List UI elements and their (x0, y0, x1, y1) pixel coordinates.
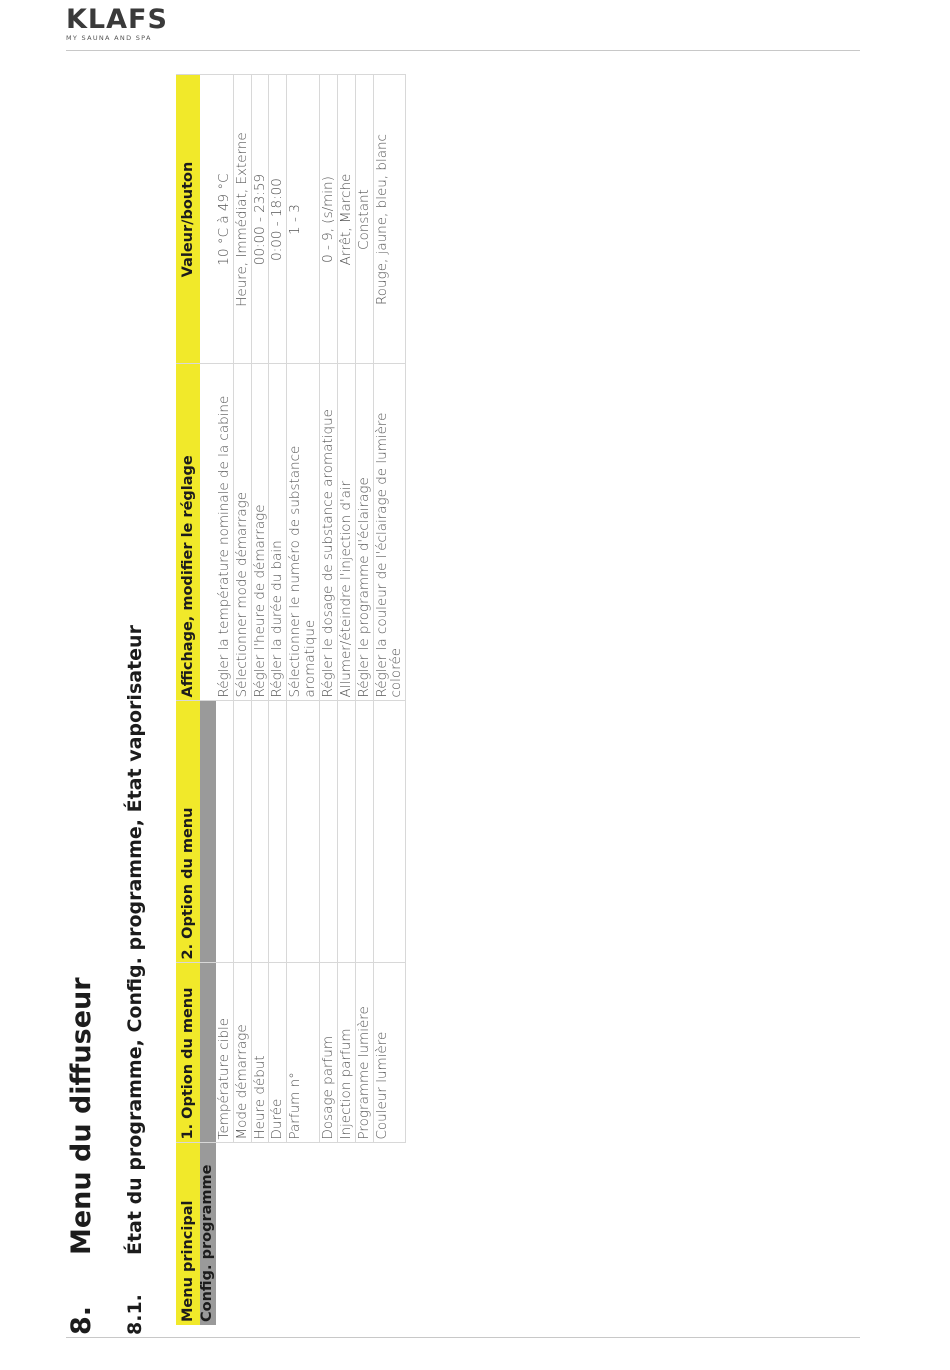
value-text: Arrêt, Marche (337, 75, 355, 364)
display-text: Régler l'heure de démarrage (251, 364, 269, 701)
menu-option-1: Durée (269, 963, 287, 1143)
display-text: Allumer/éteindre l'injection d'air (337, 364, 355, 701)
header-value: Valeur/bouton (176, 75, 200, 364)
value-text: 1 - 3 (287, 75, 320, 364)
header-option-2: 2. Option du menu (176, 701, 200, 963)
logo-tagline: MY SAUNA AND SPA (66, 34, 152, 42)
table-header-row (176, 75, 200, 1325)
display-text: Sélectionner le numéro de substance aromatique (287, 364, 320, 701)
value-text: 00:00 - 23:59 (251, 75, 269, 364)
header-display: Affichage, modifier le réglage (176, 364, 200, 701)
display-text: Régler la couleur de l'éclairage de lumière colorée (373, 364, 406, 701)
section-title: État du programme, Config. programme, État vaporisateur (124, 625, 146, 1255)
table-row (287, 75, 320, 1325)
rotated-page-content (66, 75, 546, 1335)
logo-wordmark: KLAFS (66, 4, 168, 35)
display-text: Sélectionner mode démarrage (233, 364, 251, 701)
group-row-config-programme (200, 75, 216, 1325)
menu-option-1: Parfum n° (287, 963, 320, 1143)
menu-option-1: Couleur lumière (373, 963, 406, 1143)
chapter-number: 8. (66, 1305, 97, 1335)
group-label: Config. programme (200, 1143, 216, 1325)
value-text: 10 °C à 49 °C (216, 75, 233, 364)
value-text: 0:00 - 18:00 (269, 75, 287, 364)
chapter-title: Menu du diffuseur (66, 977, 97, 1255)
table-row (337, 75, 355, 1325)
table-row (233, 75, 251, 1325)
menu-option-1: Injection parfum (337, 963, 355, 1143)
footer-divider (66, 1337, 860, 1338)
menu-option-1: Mode démarrage (233, 963, 251, 1143)
menu-option-1: Programme lumière (355, 963, 373, 1143)
section-number: 8.1. (124, 1294, 146, 1335)
value-text: Rouge, jaune, bleu, blanc (373, 75, 406, 364)
value-text: 0 - 9, (s/min) (320, 75, 338, 364)
table-row (216, 75, 233, 1325)
menu-option-1: Heure début (251, 963, 269, 1143)
display-text: Régler la température nominale de la cabine (216, 364, 233, 701)
header-option-1: 1. Option du menu (176, 963, 200, 1143)
table-row (355, 75, 373, 1325)
diffuser-menu-table (176, 75, 406, 1326)
display-text: Régler la durée du bain (269, 364, 287, 701)
value-text: Heure, Immédiat, Externe (233, 75, 251, 364)
menu-option-1: Dosage parfum (320, 963, 338, 1143)
menu-option-1: Température cible (216, 963, 233, 1143)
display-text: Régler le programme d'éclairage (355, 364, 373, 701)
value-text: Constant (355, 75, 373, 364)
display-text: Régler le dosage de substance aromatique (320, 364, 338, 701)
table-row (251, 75, 269, 1325)
klafs-logo (66, 6, 168, 42)
table-row (320, 75, 338, 1325)
header-main-menu: Menu principal (176, 1143, 200, 1325)
table-row (269, 75, 287, 1325)
header-divider (66, 50, 860, 51)
table-row (373, 75, 406, 1325)
